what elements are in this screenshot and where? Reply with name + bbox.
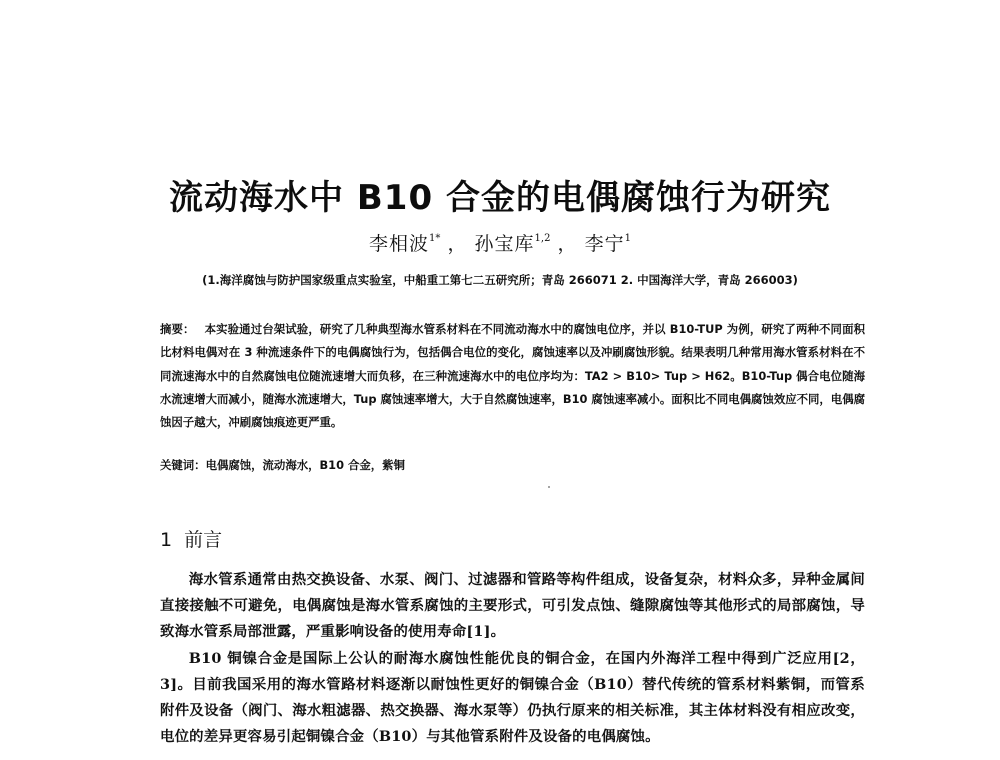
author-mark: 1* [429, 233, 441, 244]
author-separator: ， [447, 233, 468, 255]
author-name: 孙宝库 [474, 233, 535, 255]
author-separator: ， [557, 233, 578, 255]
affiliation: (1.海洋腐蚀与防护国家级重点实验室，中船重工第七二五研究所；青岛 266071 2. 中国海洋大学，青岛 266003) [202, 273, 798, 287]
section-title: 前言 [184, 529, 223, 551]
keywords-label: 关键词： [160, 458, 206, 472]
paragraph: 海水管系通常由热交换设备、水泵、阀门、过滤器和管路等构件组成，设备复杂，材料众多，异种金属间直接接触不可避免，电偶腐蚀是海水管系腐蚀的主要形式，可引发点蚀、缝隙腐蚀等其他形式的局部腐蚀，导致海水管系局部泄露，严重影响设备的使用寿命[1]。 [160, 571, 865, 641]
author-name: 李相波 [369, 233, 430, 255]
section-number: 1 [160, 529, 173, 551]
abstract-text: 本实验通过台架试验，研究了几种典型海水管系材料在不同流动海水中的腐蚀电位序，并以 B10-TUP 为例，研究了两种不同面积比材料电偶对在 3 种流速条件下的电偶腐蚀行为，包括偶合电位的变化，腐蚀速率以及冲刷腐蚀形貌。结果表明几种常用海水管系材料在不同流速海水中的自然腐蚀电位随流速增大而负移，在三种流速海水中的电位序均为：TA2 > B10> Tup > H62。B10-Tup 偶合电位随海水流速增大而减小，随海水流速增大，Tup 腐蚀速率增大，大于自然腐蚀速率，B10 腐蚀速率减小。面积比不同电偶腐蚀效应不同，电偶腐蚀因子越大，冲刷腐蚀痕迹更严重。 [160, 322, 865, 430]
body-text [160, 567, 865, 750]
paragraph: B10 铜镍合金是国际上公认的耐海水腐蚀性能优良的铜合金，在国内外海洋工程中得到广泛应用[2，3]。目前我国采用的海水管路材料逐渐以耐蚀性更好的铜镍合金（B10）替代传统的管系材料紫铜，而管系附件及设备（阀门、海水粗滤器、热交换器、海水泵等）仍执行原来的相关标准，其主体材料没有相应改变，电位的差异更容易引起铜镍合金（B10）与其他管系附件及设备的电偶腐蚀。 [160, 649, 865, 746]
author-line [0, 229, 1000, 256]
author-mark: 1,2 [534, 233, 551, 244]
abstract-label: 摘要： [160, 322, 195, 336]
paper-title: 流动海水中 B10 合金的电偶腐蚀行为研究 [169, 178, 831, 218]
keywords [160, 457, 865, 473]
section-heading [160, 525, 222, 552]
abstract [160, 318, 865, 434]
scan-speck [548, 486, 550, 488]
keywords-text: 电偶腐蚀，流动海水，B10 合金，紫铜 [205, 458, 405, 472]
author-mark: 1 [624, 233, 631, 244]
author-name: 李宁 [584, 233, 625, 255]
